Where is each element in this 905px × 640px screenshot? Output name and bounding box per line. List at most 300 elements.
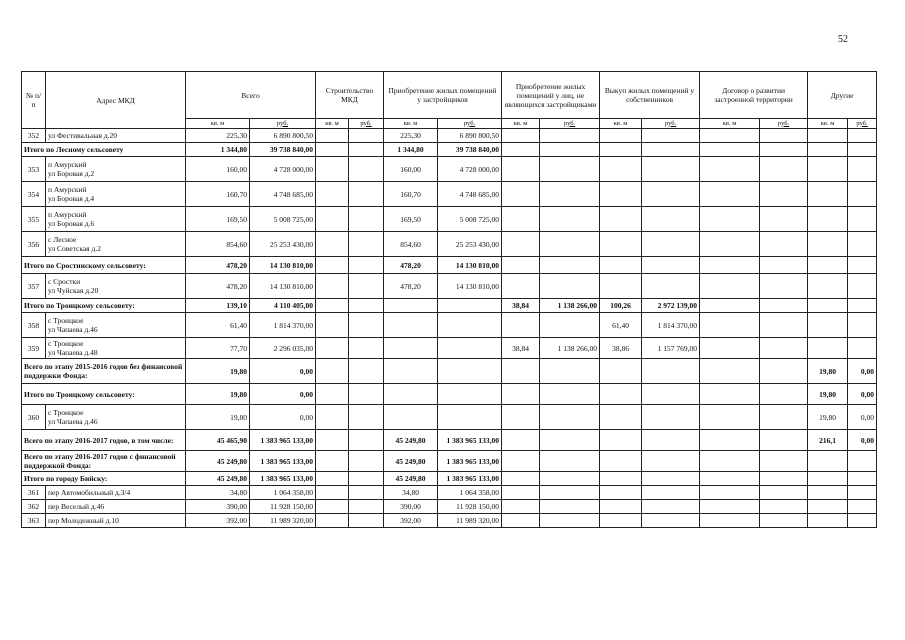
amount-cell <box>642 143 700 157</box>
area-cell <box>700 338 760 359</box>
amount-cell <box>760 451 808 472</box>
table-row <box>22 500 877 514</box>
unit-rub: руб. <box>760 119 808 129</box>
area-cell <box>600 157 642 182</box>
area-cell <box>384 313 438 338</box>
amount-cell <box>540 257 600 274</box>
amount-cell: 1 383 965 133,00 <box>250 430 316 451</box>
address-cell <box>46 313 186 338</box>
amount-cell <box>848 472 877 486</box>
subtotal-row <box>22 299 877 313</box>
amount-cell <box>760 472 808 486</box>
area-cell <box>600 430 642 451</box>
amount-cell <box>540 405 600 430</box>
row-number: 362 <box>22 500 46 514</box>
address-cell <box>46 405 186 430</box>
address-line: ул Боровая д.2 <box>48 169 95 178</box>
amount-cell: 0,00 <box>848 405 877 430</box>
area-cell <box>808 157 848 182</box>
area-cell <box>316 405 349 430</box>
area-cell <box>700 486 760 500</box>
address-line: п Амурский <box>48 185 87 194</box>
col-development-header: Договор о развитии застроенной территории <box>700 72 808 119</box>
amount-cell: 11 989 320,00 <box>438 514 502 528</box>
area-cell <box>808 500 848 514</box>
unit-sqm: кв. м <box>600 119 642 129</box>
amount-cell <box>760 232 808 257</box>
area-cell: 45 465,90 <box>186 430 250 451</box>
area-cell <box>316 486 349 500</box>
row-number: 363 <box>22 514 46 528</box>
area-cell <box>808 299 848 313</box>
page-number: 52 <box>838 34 848 45</box>
address-line: с Троицкое <box>48 339 84 348</box>
address-line: п Амурский <box>48 160 87 169</box>
area-cell <box>384 359 438 384</box>
amount-cell <box>349 157 384 182</box>
area-cell <box>600 514 642 528</box>
unit-rub: руб. <box>540 119 600 129</box>
unit-sqm: кв. м <box>502 119 540 129</box>
amount-cell: 1 383 965 133,00 <box>250 451 316 472</box>
area-cell <box>502 207 540 232</box>
area-cell <box>502 472 540 486</box>
address-cell <box>46 232 186 257</box>
area-cell <box>316 338 349 359</box>
amount-cell <box>438 338 502 359</box>
amount-cell <box>760 405 808 430</box>
area-cell: 100,26 <box>600 299 642 313</box>
area-cell: 38,84 <box>502 299 540 313</box>
area-cell <box>600 472 642 486</box>
subtotal-label: Итого по городу Бийску: <box>22 472 186 486</box>
amount-cell <box>642 207 700 232</box>
area-cell: 160,70 <box>186 182 250 207</box>
row-number: 358 <box>22 313 46 338</box>
area-cell <box>316 257 349 274</box>
area-cell <box>502 274 540 299</box>
amount-cell <box>848 232 877 257</box>
amount-cell <box>642 451 700 472</box>
amount-cell: 0,00 <box>848 359 877 384</box>
subtotal-label: Итого по Троицкому сельсовету: <box>22 299 186 313</box>
unit-sqm: кв. м <box>384 119 438 129</box>
area-cell: 19,80 <box>808 359 848 384</box>
area-cell <box>600 359 642 384</box>
area-cell: 45 249,80 <box>186 472 250 486</box>
amount-cell <box>540 514 600 528</box>
area-cell <box>316 207 349 232</box>
address-line: с Троицкое <box>48 408 84 417</box>
amount-cell: 6 890 800,50 <box>250 129 316 143</box>
area-cell <box>502 405 540 430</box>
subtotal-row <box>22 257 877 274</box>
amount-cell: 39 738 840,00 <box>438 143 502 157</box>
amount-cell <box>349 514 384 528</box>
area-cell <box>808 207 848 232</box>
area-cell <box>600 143 642 157</box>
amount-cell <box>848 313 877 338</box>
area-cell <box>502 430 540 451</box>
table-row <box>22 313 877 338</box>
amount-cell <box>349 257 384 274</box>
amount-cell <box>540 207 600 232</box>
amount-cell <box>642 430 700 451</box>
table-row <box>22 182 877 207</box>
amount-cell <box>349 472 384 486</box>
area-cell <box>700 157 760 182</box>
area-cell <box>808 338 848 359</box>
col-number-header: № п/п <box>22 72 46 129</box>
area-cell: 19,80 <box>808 384 848 405</box>
area-cell <box>600 232 642 257</box>
col-total-header: Всего <box>186 72 316 119</box>
unit-rub: руб. <box>250 119 316 129</box>
amount-cell: 14 130 810,00 <box>438 274 502 299</box>
amount-cell: 1 138 266,00 <box>540 338 600 359</box>
area-cell <box>700 232 760 257</box>
amount-cell <box>540 157 600 182</box>
unit-sqm: кв. м <box>808 119 848 129</box>
area-cell <box>316 500 349 514</box>
subtotal-label: Всего по этапу 2016-2017 годов, в том числе: <box>22 430 186 451</box>
area-cell <box>808 514 848 528</box>
amount-cell: 0,00 <box>250 359 316 384</box>
area-cell: 216,1 <box>808 430 848 451</box>
area-cell <box>808 486 848 500</box>
amount-cell <box>540 274 600 299</box>
address-line: ул Чапаева д.48 <box>48 348 98 357</box>
address-line: ул Фестивальная д.20 <box>48 131 117 140</box>
amount-cell <box>642 486 700 500</box>
amount-cell <box>438 384 502 405</box>
address-line: ул Боровая д.4 <box>48 194 95 203</box>
area-cell <box>600 451 642 472</box>
amount-cell <box>540 451 600 472</box>
amount-cell: 1 064 358,00 <box>438 486 502 500</box>
area-cell: 38,86 <box>600 338 642 359</box>
area-cell: 19,80 <box>808 405 848 430</box>
area-cell: 854,60 <box>186 232 250 257</box>
address-cell <box>46 157 186 182</box>
address-line: ул Чапаева д.46 <box>48 417 98 426</box>
amount-cell <box>438 359 502 384</box>
amount-cell: 1 383 965 133,00 <box>438 451 502 472</box>
table-row <box>22 338 877 359</box>
area-cell <box>600 274 642 299</box>
area-cell: 160,00 <box>384 157 438 182</box>
area-cell <box>600 129 642 143</box>
area-cell: 61,40 <box>186 313 250 338</box>
address-line: ул Боровая д.6 <box>48 219 95 228</box>
amount-cell: 5 008 725,00 <box>250 207 316 232</box>
area-cell: 139,10 <box>186 299 250 313</box>
area-cell <box>316 274 349 299</box>
unit-rub: руб. <box>349 119 384 129</box>
amount-cell <box>848 143 877 157</box>
table-row <box>22 207 877 232</box>
amount-cell <box>540 472 600 486</box>
address-cell <box>46 182 186 207</box>
amount-cell: 4 748 685,00 <box>438 182 502 207</box>
area-cell <box>700 257 760 274</box>
area-cell <box>700 207 760 232</box>
area-cell <box>808 182 848 207</box>
area-cell: 478,20 <box>186 274 250 299</box>
amount-cell: 4 110 405,00 <box>250 299 316 313</box>
amount-cell <box>760 257 808 274</box>
area-cell: 1 344,80 <box>384 143 438 157</box>
area-cell <box>808 129 848 143</box>
area-cell <box>502 182 540 207</box>
area-cell: 45 249,80 <box>384 451 438 472</box>
address-cell <box>46 274 186 299</box>
address-line: пер Автомобильный д.3/4 <box>48 488 131 497</box>
col-purchase-dev-header: Приобретение жилых помещений у застройщиков <box>384 72 502 119</box>
area-cell: 478,20 <box>384 274 438 299</box>
unit-sqm: кв. м <box>700 119 760 129</box>
area-cell <box>700 182 760 207</box>
amount-cell <box>760 299 808 313</box>
amount-cell <box>349 143 384 157</box>
amount-cell <box>349 182 384 207</box>
amount-cell: 2 296 035,00 <box>250 338 316 359</box>
area-cell <box>316 129 349 143</box>
area-cell <box>502 514 540 528</box>
amount-cell <box>760 207 808 232</box>
amount-cell <box>760 338 808 359</box>
amount-cell: 14 130 810,00 <box>250 274 316 299</box>
area-cell <box>808 274 848 299</box>
amount-cell: 1 814 370,00 <box>250 313 316 338</box>
amount-cell <box>760 129 808 143</box>
area-cell <box>808 472 848 486</box>
address-line: п Амурский <box>48 210 87 219</box>
area-cell <box>600 384 642 405</box>
amount-cell <box>760 359 808 384</box>
area-cell <box>316 157 349 182</box>
amount-cell <box>848 338 877 359</box>
address-cell <box>46 500 186 514</box>
amount-cell <box>349 430 384 451</box>
amount-cell <box>760 143 808 157</box>
amount-cell <box>540 313 600 338</box>
subtotal-label: Итого по Лесному сельсовету <box>22 143 186 157</box>
amount-cell <box>848 500 877 514</box>
subtotal-row <box>22 472 877 486</box>
amount-cell <box>642 129 700 143</box>
amount-cell: 5 008 725,00 <box>438 207 502 232</box>
amount-cell <box>349 274 384 299</box>
amount-cell: 1 064 358,00 <box>250 486 316 500</box>
row-number: 360 <box>22 405 46 430</box>
area-cell <box>502 143 540 157</box>
area-cell <box>316 514 349 528</box>
address-line: пер Молодежный д.10 <box>48 516 119 525</box>
area-cell: 392,00 <box>384 514 438 528</box>
area-cell <box>808 143 848 157</box>
unit-sqm: кв. м <box>186 119 250 129</box>
amount-cell <box>848 299 877 313</box>
amount-cell <box>642 274 700 299</box>
area-cell <box>808 232 848 257</box>
amount-cell <box>760 486 808 500</box>
amount-cell: 0,00 <box>848 430 877 451</box>
amount-cell <box>540 359 600 384</box>
address-cell <box>46 486 186 500</box>
amount-cell <box>540 500 600 514</box>
amount-cell <box>848 274 877 299</box>
area-cell: 19,80 <box>186 405 250 430</box>
amount-cell <box>642 500 700 514</box>
area-cell <box>502 129 540 143</box>
area-cell <box>502 359 540 384</box>
area-cell <box>502 257 540 274</box>
unit-rub: руб. <box>438 119 502 129</box>
area-cell <box>600 486 642 500</box>
amount-cell <box>848 182 877 207</box>
area-cell <box>502 313 540 338</box>
area-cell: 160,70 <box>384 182 438 207</box>
area-cell: 45 249,80 <box>384 472 438 486</box>
area-cell: 34,80 <box>186 486 250 500</box>
address-line: с Сростки <box>48 277 81 286</box>
row-number: 361 <box>22 486 46 500</box>
table-row <box>22 274 877 299</box>
amount-cell: 4 748 685,00 <box>250 182 316 207</box>
amount-cell <box>642 384 700 405</box>
amount-cell <box>349 486 384 500</box>
area-cell: 45 249,80 <box>186 451 250 472</box>
table-body <box>22 129 877 528</box>
row-number: 355 <box>22 207 46 232</box>
area-cell: 160,00 <box>186 157 250 182</box>
amount-cell <box>642 405 700 430</box>
amount-cell <box>349 359 384 384</box>
row-number: 353 <box>22 157 46 182</box>
area-cell: 61,40 <box>600 313 642 338</box>
row-number: 357 <box>22 274 46 299</box>
amount-cell <box>760 430 808 451</box>
header-row <box>22 72 877 119</box>
address-cell <box>46 514 186 528</box>
area-cell <box>316 232 349 257</box>
area-cell <box>384 299 438 313</box>
amount-cell <box>540 430 600 451</box>
amount-cell: 11 928 150,00 <box>250 500 316 514</box>
area-cell <box>600 257 642 274</box>
area-cell <box>700 430 760 451</box>
amount-cell: 1 814 370,00 <box>642 313 700 338</box>
area-cell: 45 249,80 <box>384 430 438 451</box>
amount-cell <box>848 451 877 472</box>
amount-cell <box>438 299 502 313</box>
area-cell <box>808 451 848 472</box>
amount-cell <box>642 514 700 528</box>
area-cell: 392,00 <box>186 514 250 528</box>
amount-cell <box>540 182 600 207</box>
subtotal-row <box>22 430 877 451</box>
row-number: 352 <box>22 129 46 143</box>
area-cell <box>316 313 349 338</box>
amount-cell <box>760 274 808 299</box>
amount-cell <box>349 384 384 405</box>
amount-cell: 0,00 <box>848 384 877 405</box>
table-row <box>22 486 877 500</box>
col-purchase-nondev-header: Приобретение жилых помещений у лиц, не являющихся застройщиками <box>502 72 600 119</box>
area-cell <box>700 129 760 143</box>
amount-cell: 2 972 139,00 <box>642 299 700 313</box>
amount-cell: 39 738 840,00 <box>250 143 316 157</box>
unit-rub: руб. <box>848 119 877 129</box>
area-cell <box>700 451 760 472</box>
area-cell <box>700 514 760 528</box>
amount-cell: 14 130 810,00 <box>438 257 502 274</box>
unit-sqm: кв. м <box>316 119 349 129</box>
area-cell <box>700 274 760 299</box>
area-cell <box>808 313 848 338</box>
amount-cell: 11 989 320,00 <box>250 514 316 528</box>
amount-cell <box>848 257 877 274</box>
amount-cell <box>540 232 600 257</box>
amount-cell <box>848 514 877 528</box>
area-cell: 854,60 <box>384 232 438 257</box>
subtotal-label: Всего по этапу 2016-2017 годов с финансовой поддержкой Фонда: <box>22 451 186 472</box>
area-cell: 478,20 <box>384 257 438 274</box>
amount-cell <box>760 182 808 207</box>
amount-cell <box>349 500 384 514</box>
amount-cell: 1 138 266,00 <box>540 299 600 313</box>
amount-cell <box>848 207 877 232</box>
address-line: ул Чапаева д.46 <box>48 325 98 334</box>
area-cell <box>600 500 642 514</box>
amount-cell <box>438 405 502 430</box>
col-address-header: Адрес МКД <box>46 72 186 129</box>
area-cell <box>316 384 349 405</box>
amount-cell <box>642 157 700 182</box>
amount-cell <box>642 257 700 274</box>
area-cell: 34,80 <box>384 486 438 500</box>
area-cell <box>700 384 760 405</box>
amount-cell <box>349 207 384 232</box>
area-cell <box>600 405 642 430</box>
area-cell <box>502 384 540 405</box>
amount-cell <box>642 359 700 384</box>
amount-cell: 6 890 800,50 <box>438 129 502 143</box>
area-cell: 225,30 <box>384 129 438 143</box>
area-cell: 1 344,80 <box>186 143 250 157</box>
area-cell <box>700 359 760 384</box>
amount-cell <box>642 232 700 257</box>
amount-cell: 1 383 965 133,00 <box>438 430 502 451</box>
amount-cell: 14 130 810,00 <box>250 257 316 274</box>
address-line: ул Советская д.2 <box>48 244 101 253</box>
amount-cell <box>349 405 384 430</box>
row-number: 354 <box>22 182 46 207</box>
amount-cell <box>540 129 600 143</box>
amount-cell: 11 928 150,00 <box>438 500 502 514</box>
amount-cell <box>760 384 808 405</box>
area-cell: 19,80 <box>186 359 250 384</box>
table-row <box>22 405 877 430</box>
amount-cell <box>540 384 600 405</box>
table-row <box>22 514 877 528</box>
col-other-header: Другие <box>808 72 877 119</box>
area-cell <box>700 405 760 430</box>
area-cell: 77,70 <box>186 338 250 359</box>
area-cell: 478,20 <box>186 257 250 274</box>
table-row <box>22 129 877 143</box>
